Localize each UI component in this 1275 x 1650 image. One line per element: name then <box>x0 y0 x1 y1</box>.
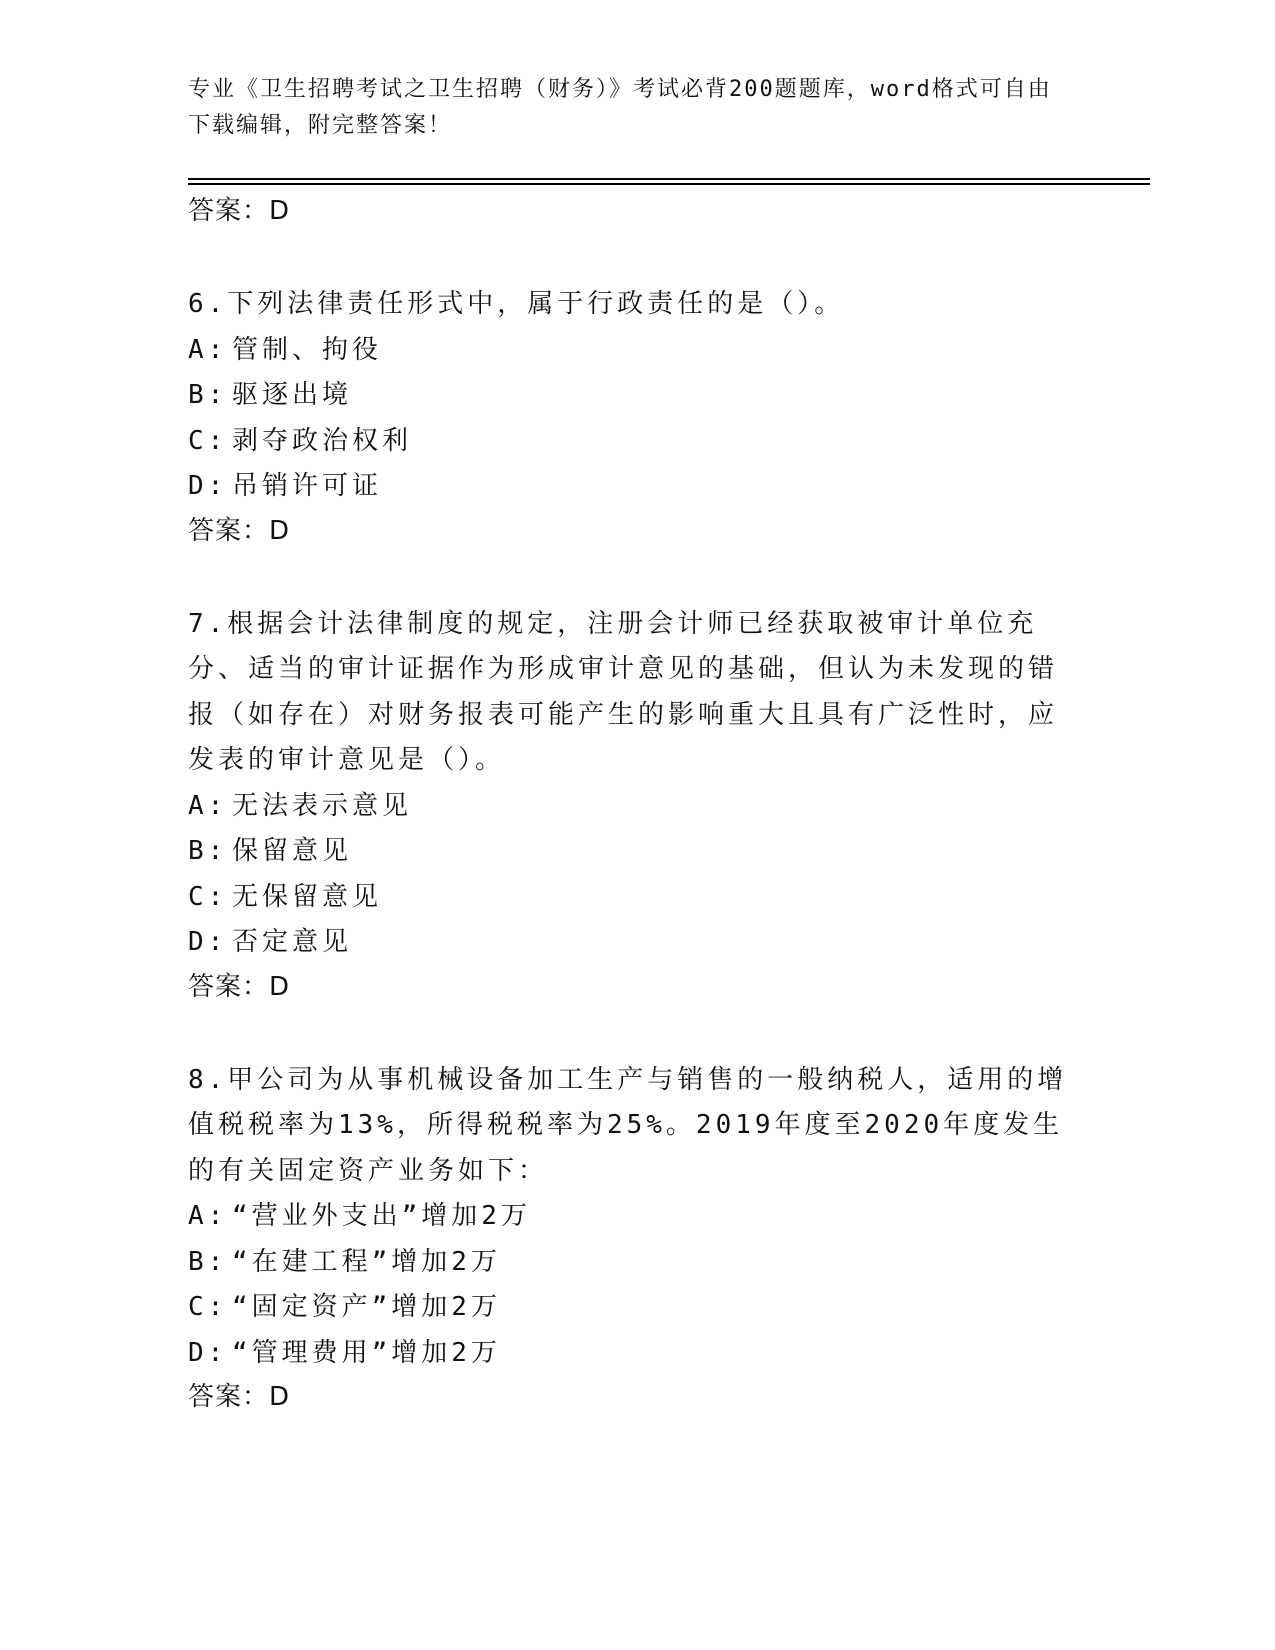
option-b <box>188 1240 1068 1286</box>
option-text: 保留意见 <box>232 836 353 866</box>
answer-line: 答案：D <box>188 971 291 1002</box>
option-label: D: <box>188 471 228 501</box>
question-7 <box>188 602 1068 1008</box>
option-a <box>188 328 1068 374</box>
option-d <box>188 464 1068 510</box>
option-b <box>188 829 1068 875</box>
answer-line: 答案：D <box>188 196 291 226</box>
option-label: C: <box>188 1292 228 1322</box>
option-text: 管制、拘役 <box>232 334 383 365</box>
option-text: 否定意见 <box>232 927 353 957</box>
page-header: 专业《卫生招聘考试之卫生招聘（财务）》考试必背200题题库，word格式可自由下载编辑，附完整答案！ <box>188 77 1052 138</box>
option-label: B: <box>188 836 228 866</box>
option-label: B: <box>188 1246 228 1277</box>
option-c <box>188 419 1068 465</box>
answer-line: 答案：D <box>188 515 291 546</box>
question-text: 7.根据会计法律制度的规定，注册会计师已经获取被审计单位充分、适当的审计证据作为形成审计意见的基础，但认为未发现的错报（如存在）对财务报表可能产生的影响重大且具有广泛性时，应发表的审计意见是（）。 <box>188 608 1059 775</box>
option-d <box>188 920 1068 966</box>
option-c <box>188 1285 1068 1331</box>
option-label: A: <box>188 1201 228 1231</box>
option-d <box>188 1331 1068 1377</box>
header-divider-bottom <box>188 183 1150 185</box>
option-text: 驱逐出境 <box>232 380 353 410</box>
option-label: A: <box>188 790 228 821</box>
option-c <box>188 875 1068 921</box>
option-text: 无保留意见 <box>232 881 383 912</box>
option-text: “固定资产”增加2万 <box>232 1292 501 1322</box>
document-body <box>188 190 1068 1418</box>
question-6 <box>188 282 1068 552</box>
option-text: 剥夺政治权利 <box>232 425 413 456</box>
header-divider-top <box>188 178 1150 180</box>
option-a <box>188 1194 1068 1240</box>
option-label: B: <box>188 380 228 410</box>
answer-line: 答案：D <box>188 1382 291 1412</box>
option-label: A: <box>188 334 228 365</box>
option-label: C: <box>188 881 228 912</box>
option-a <box>188 784 1068 830</box>
question-8 <box>188 1058 1068 1419</box>
option-label: D: <box>188 1337 228 1368</box>
option-b <box>188 373 1068 419</box>
option-text: 无法表示意见 <box>232 790 413 821</box>
option-text: “营业外支出”增加2万 <box>232 1201 531 1231</box>
option-text: 吊销许可证 <box>232 471 383 501</box>
option-text: “管理费用”增加2万 <box>232 1337 501 1368</box>
question-text: 8.甲公司为从事机械设备加工生产与销售的一般纳税人，适用的增值税税率为13%，所得税税率为25%。2019年度至2020年度发生的有关固定资产业务如下： <box>188 1064 1068 1186</box>
question-text: 6.下列法律责任形式中，属于行政责任的是（）。 <box>188 289 845 319</box>
option-label: D: <box>188 927 228 957</box>
option-label: C: <box>188 425 228 456</box>
option-text: “在建工程”增加2万 <box>232 1246 501 1277</box>
